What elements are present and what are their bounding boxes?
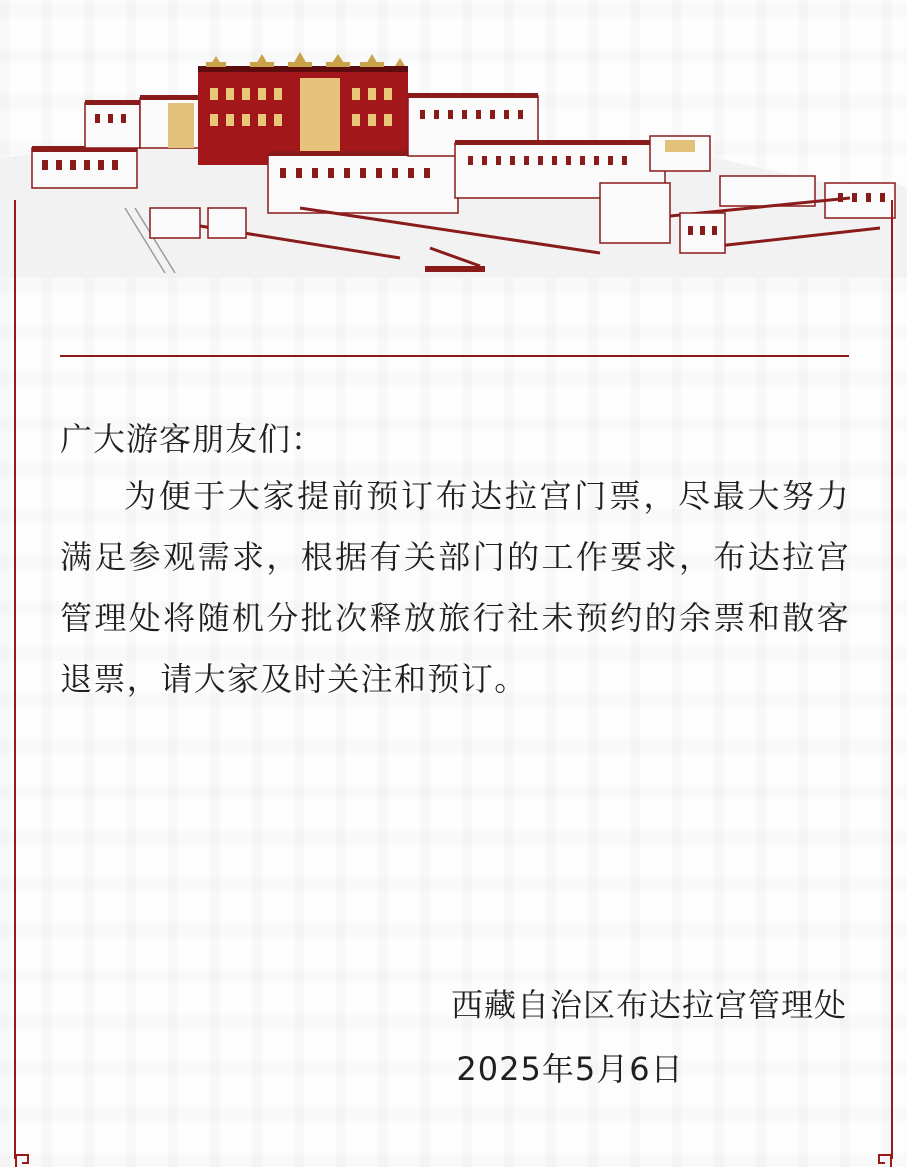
frame-right-line [891, 200, 893, 1159]
notice-salutation: 广大游客朋友们： [60, 420, 325, 458]
notice-body: 为便于大家提前预订布达拉宫门票，尽最大努力满足参观需求，根据有关部门的工作要求，布达拉宫管理处将随机分批次释放旅行社未预约的余票和散客退票，请大家及时关注和预订。 [60, 477, 850, 698]
notice-date: 2025年5月6日 [456, 1050, 684, 1088]
corner-ornament-left-icon [8, 1137, 38, 1167]
potala-palace-illustration [0, 48, 907, 278]
corner-ornament-right-icon [869, 1137, 899, 1167]
notice-signature: 西藏自治区布达拉宫管理处 [450, 986, 847, 1024]
frame-left-line [14, 200, 16, 1159]
header-divider [60, 355, 849, 357]
